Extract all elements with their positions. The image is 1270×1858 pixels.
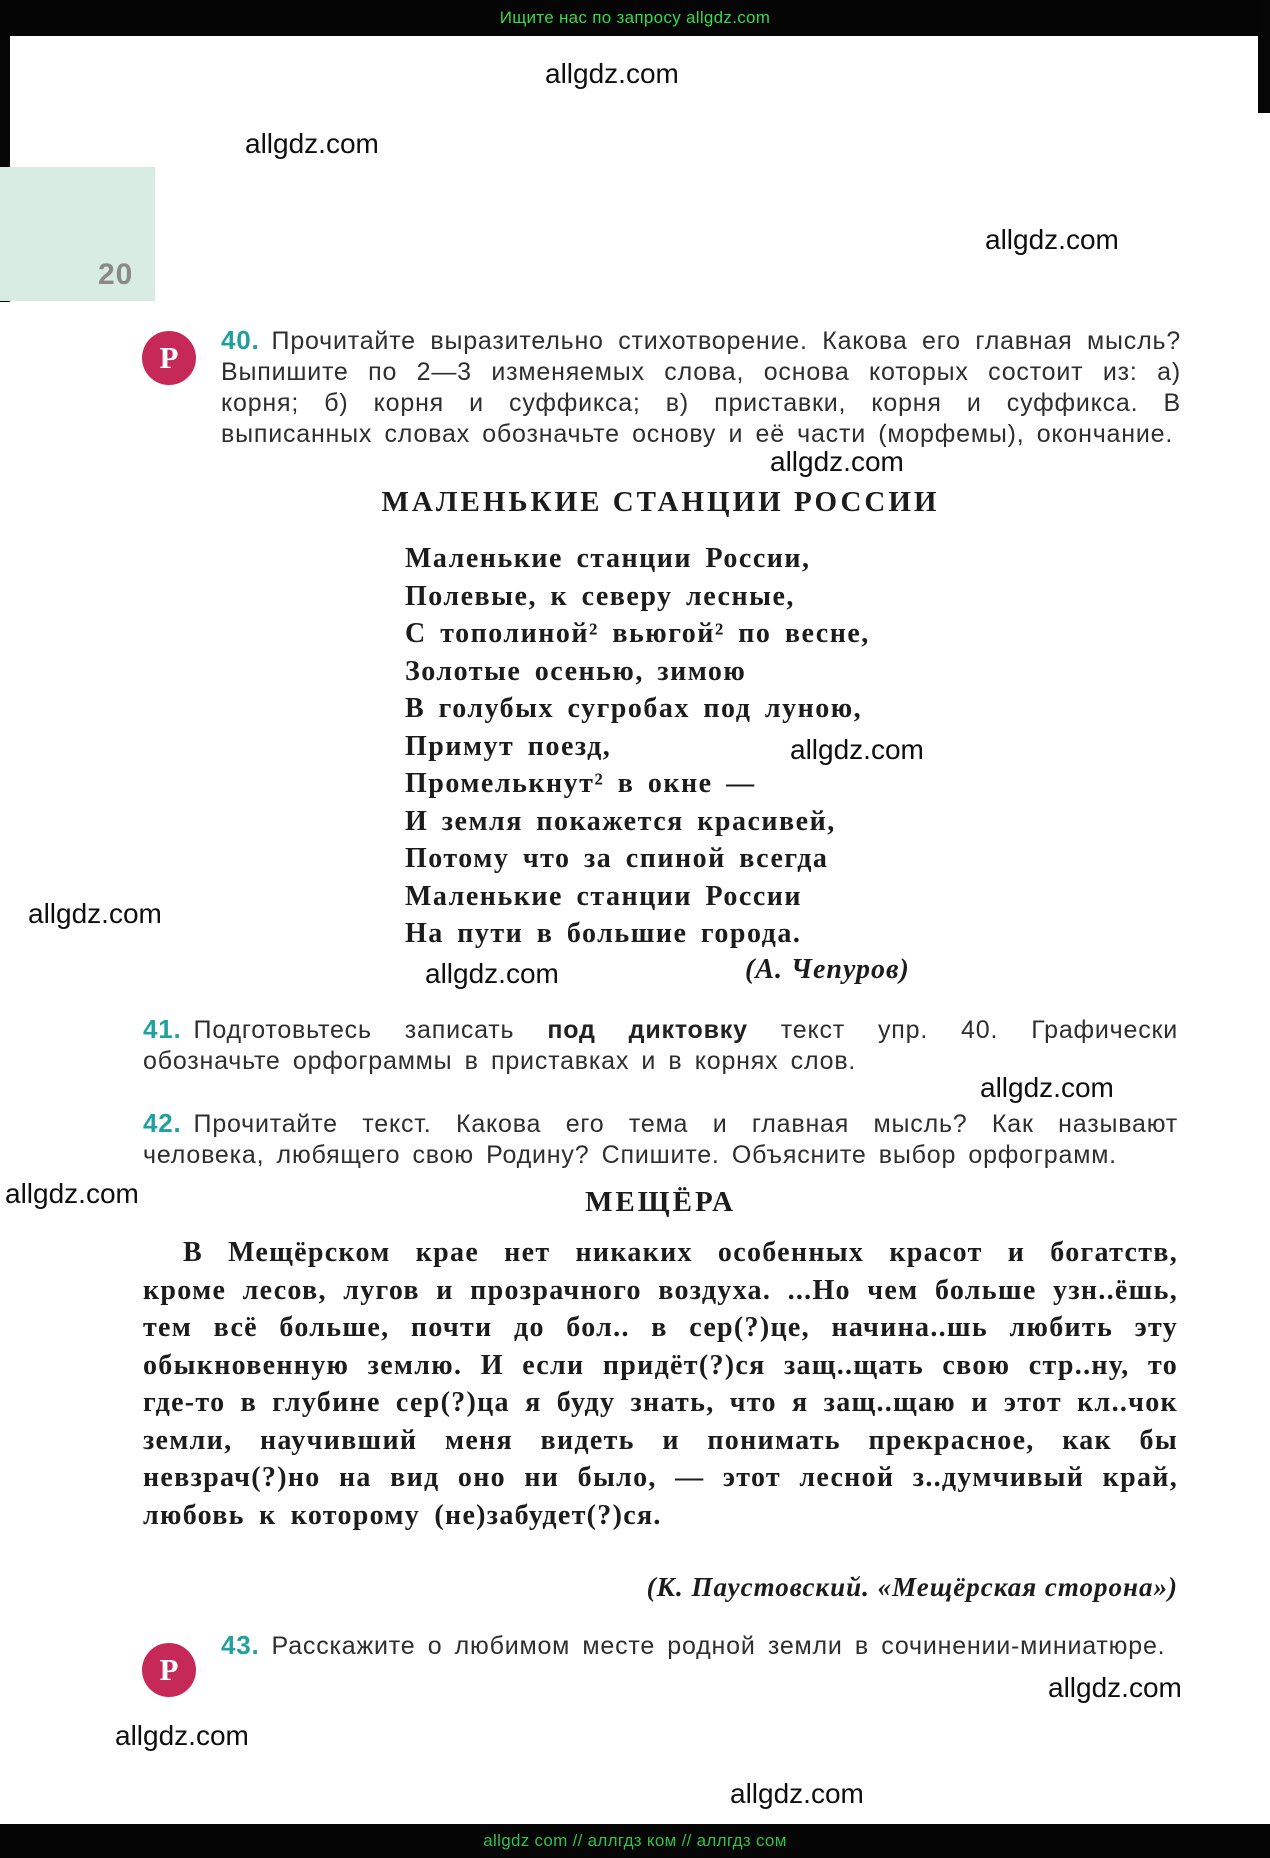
poem-author: (А. Чепуров): [745, 954, 910, 985]
watermark: allgdz.com: [770, 446, 904, 477]
speech-task-badge-letter: Р: [159, 1652, 179, 1687]
exercise-43-number: 43.: [221, 1630, 260, 1660]
exercise-40: [221, 325, 1181, 450]
watermark: allgdz.com: [245, 128, 379, 159]
speech-task-badge-icon: [142, 331, 196, 385]
exercise-41-number: 41.: [143, 1014, 182, 1044]
watermark: allgdz.com: [1048, 1672, 1182, 1703]
poem-line: На пути в большие города.: [405, 918, 802, 949]
exercise-41: [143, 1014, 1178, 1077]
exercise-43-text: Расскажите о любимом месте родной земли в сочинении-миниатюре.: [271, 1632, 1166, 1660]
poem-title: МАЛЕНЬКИЕ СТАНЦИИ РОССИИ: [381, 486, 940, 518]
poem-line: Промелькнут² в окне —: [405, 768, 756, 799]
poem-line: И земля покажется красивей,: [405, 805, 836, 837]
exercise-40-text: Прочитайте выразительно стихотворение. Какова его главная мысль? Выпишите по 2—3 изменяемых слова, основа которых состоит из: а) корня; б) корня и суффикса; в) приставки, корня и суффикса. В выписанных словах обозначьте основу и её части (морфемы), окончание.: [221, 327, 1181, 448]
exercise-42-text: Прочитайте текст. Какова его тема и главная мысль? Как называют человека, любящего свою Родину? Спишите. Объясните выбор орфограмм.: [143, 1110, 1178, 1169]
poem-lines: [405, 540, 870, 953]
page-number: 20: [98, 258, 134, 291]
watermark: allgdz.com: [5, 1178, 139, 1209]
exercise-42-number: 42.: [143, 1108, 182, 1138]
poem-line: Маленькие станции России,: [405, 543, 811, 574]
watermark: allgdz.com: [425, 958, 559, 989]
prose-title: МЕЩЁРА: [585, 1186, 736, 1218]
bottom-banner-text: allgdz com // аллгдз ком // аллгдз сом: [483, 1831, 787, 1850]
watermark: allgdz.com: [545, 58, 679, 89]
prose-text: В Мещёрском крае нет никаких особенных красот и богатств, кроме лесов, лугов и прозрачного воздуха. ...Но чем больше узн..ёшь, тем всё больше, почти до бол.. в сер(?)це, начина..шь любить эту обыкновенную землю. И если придёт(?)ся защ..щать свою стр..ну, то где-то в глубине сер(?)ца я буду знать, что я защ..щаю и этот кл..чок земли, научивший меня видеть и понимать прекрасное, как бы невзрач(?)но на вид оно ни было, — этот лесной з..думчивый край, любовь к которому (не)забудет(?)ся.: [143, 1237, 1178, 1531]
exercise-43: [221, 1630, 1181, 1662]
watermark: allgdz.com: [115, 1720, 249, 1751]
watermark: allgdz.com: [980, 1072, 1114, 1103]
poem-line: С тополиной² вьюгой² по весне,: [405, 618, 870, 649]
watermark: allgdz.com: [730, 1778, 864, 1809]
watermark: allgdz.com: [985, 224, 1119, 255]
poem-line: Примут поезд,: [405, 730, 612, 762]
poem-line: Золотые осенью, зимою: [405, 655, 747, 687]
exercise-40-number: 40.: [221, 325, 260, 355]
exercise-41-text-part2: текст упр. 40. Графически обозначьте орфограммы в приставках и в корнях слов.: [143, 1016, 1178, 1075]
prose-attribution: (К. Паустовский. «Мещёрская сторона»): [646, 1572, 1178, 1602]
poem-line: Потому что за спиной всегда: [405, 843, 829, 874]
watermark: allgdz.com: [790, 734, 924, 765]
poem-line: Маленькие станции России: [405, 880, 803, 912]
speech-task-badge-letter: Р: [159, 340, 179, 375]
poem-line: В голубых сугробах под луною,: [405, 693, 863, 724]
speech-task-badge-icon: [142, 1643, 196, 1697]
exercise-42: [143, 1108, 1178, 1171]
top-banner-text: Ищите нас по запросу allgdz.com: [499, 8, 771, 27]
exercise-41-text-part1: Подготовьтесь записать: [193, 1016, 548, 1044]
right-edge-bar: [1258, 0, 1270, 113]
exercise-41-bold-phrase: под диктовку: [547, 1016, 748, 1044]
watermark: allgdz.com: [28, 898, 162, 929]
poem-line: Полевые, к северу лесные,: [405, 580, 795, 612]
bottom-banner: [0, 1824, 1270, 1858]
top-banner: [0, 0, 1270, 36]
